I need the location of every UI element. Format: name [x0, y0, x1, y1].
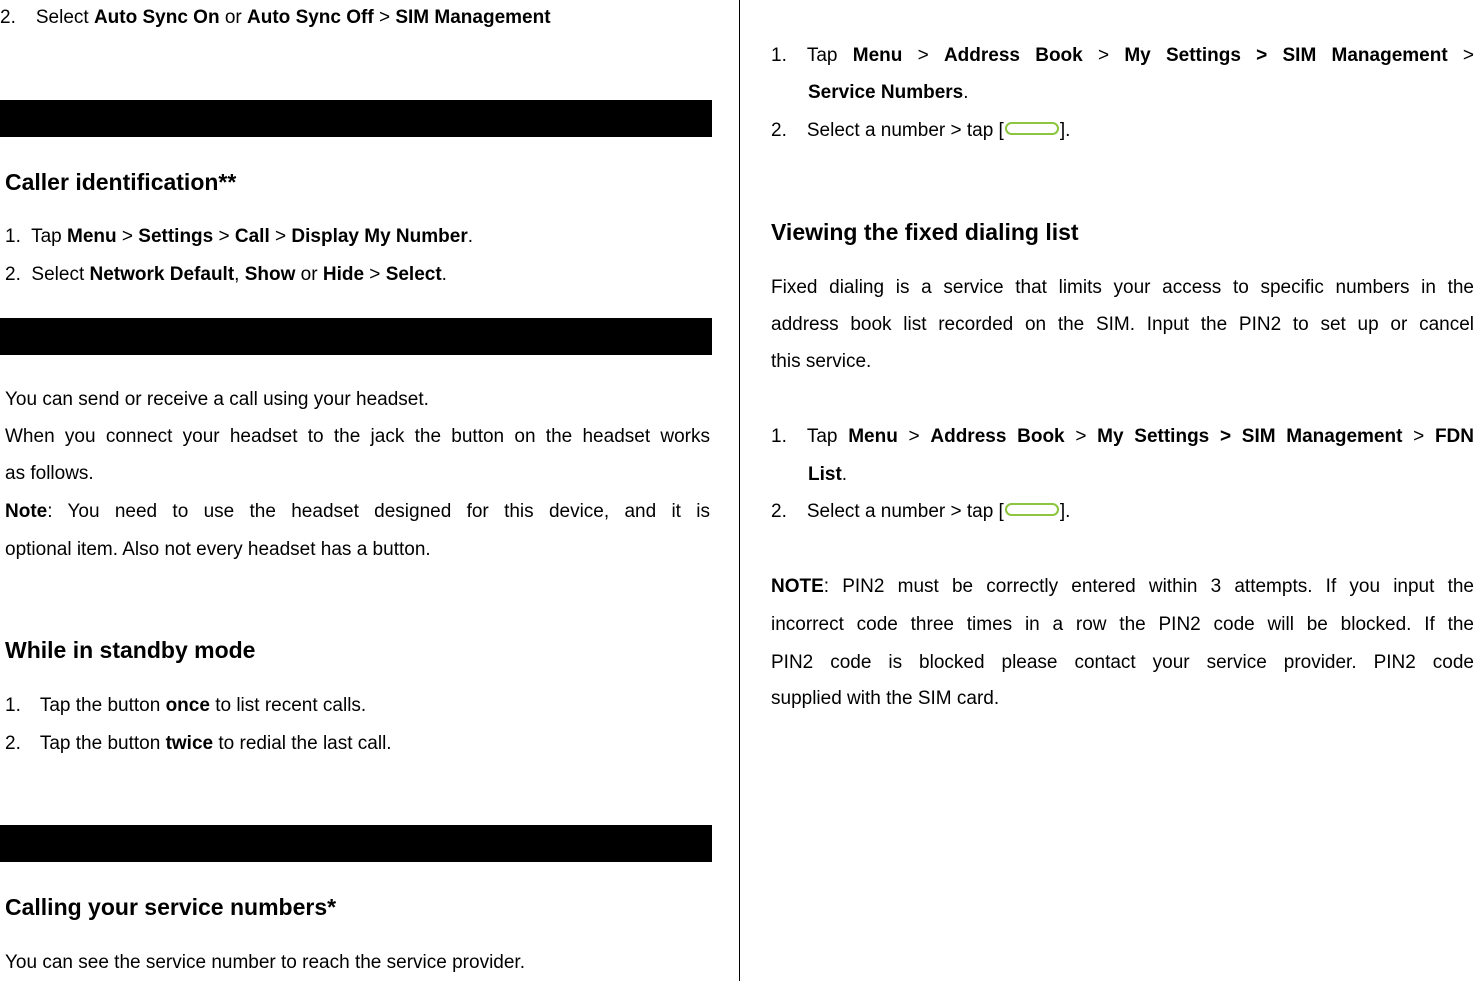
service-step-1-line2: Service Numbers. — [808, 82, 969, 103]
section-bar — [0, 825, 712, 862]
service-step-1-line1: 1. Tap Menu > Address Book > My Settings > SIM Management > — [771, 45, 1475, 66]
headset-note-line2: optional item. Also not every headset has a button. — [5, 539, 431, 560]
standby-step-1: 1. Tap the button once to list recent calls. — [5, 695, 367, 716]
standby-step-2: 2. Tap the button twice to redial the last call. — [5, 733, 392, 754]
service-numbers-heading: Calling your service numbers* — [5, 894, 337, 920]
pin2-note-line4: supplied with the SIM card. — [771, 688, 1000, 709]
headset-intro: You can send or receive a call using your headset. — [5, 389, 429, 410]
pin2-note-line1: NOTE: PIN2 must be correctly entered within 3 attempts. If you input the — [771, 576, 1474, 597]
fdn-step-1-line1: 1. Tap Menu > Address Book > My Settings > SIM Management > FDN — [771, 426, 1475, 447]
pin2-note-line2: incorrect code three times in a row the PIN2 code will be blocked. If the — [771, 614, 1474, 635]
service-step-2: 2. Select a number > tap [ ]. — [771, 120, 1071, 141]
fdn-desc-line2: address book list recorded on the SIM. Input the PIN2 to set up or cancel — [771, 314, 1474, 335]
column-divider — [739, 0, 740, 981]
fdn-step-2: 2. Select a number > tap [ ]. — [771, 501, 1071, 522]
caller-id-heading: Caller identification** — [5, 169, 237, 195]
caller-step-2: 2. Select Network Default, Show or Hide > Select. — [5, 264, 447, 285]
service-numbers-desc: You can see the service number to reach the service provider. — [5, 952, 525, 973]
sim-step-2: 2. Select Auto Sync On or Auto Sync Off > SIM Management — [0, 7, 551, 28]
standby-heading: While in standby mode — [5, 637, 256, 663]
pin2-note-line3: PIN2 code is blocked please contact your service provider. PIN2 code — [771, 652, 1474, 673]
section-bar — [0, 100, 712, 137]
fdn-desc-line3: this service. — [771, 351, 872, 372]
fdn-step-1-line2: List. — [808, 464, 848, 485]
headset-desc-line1: When you connect your headset to the jack the button on the headset works — [5, 426, 710, 447]
softkey-icon — [1005, 122, 1059, 135]
caller-step-1: 1. Tap Menu > Settings > Call > Display My Number. — [5, 226, 473, 247]
softkey-icon — [1005, 503, 1059, 516]
fdn-desc-line1: Fixed dialing is a service that limits your access to specific numbers in the — [771, 277, 1474, 298]
fdn-heading: Viewing the fixed dialing list — [771, 219, 1079, 245]
headset-desc-line2: as follows. — [5, 463, 94, 484]
headset-note-line1: Note: You need to use the headset designed for this device, and it is — [5, 501, 710, 522]
section-bar — [0, 318, 712, 355]
